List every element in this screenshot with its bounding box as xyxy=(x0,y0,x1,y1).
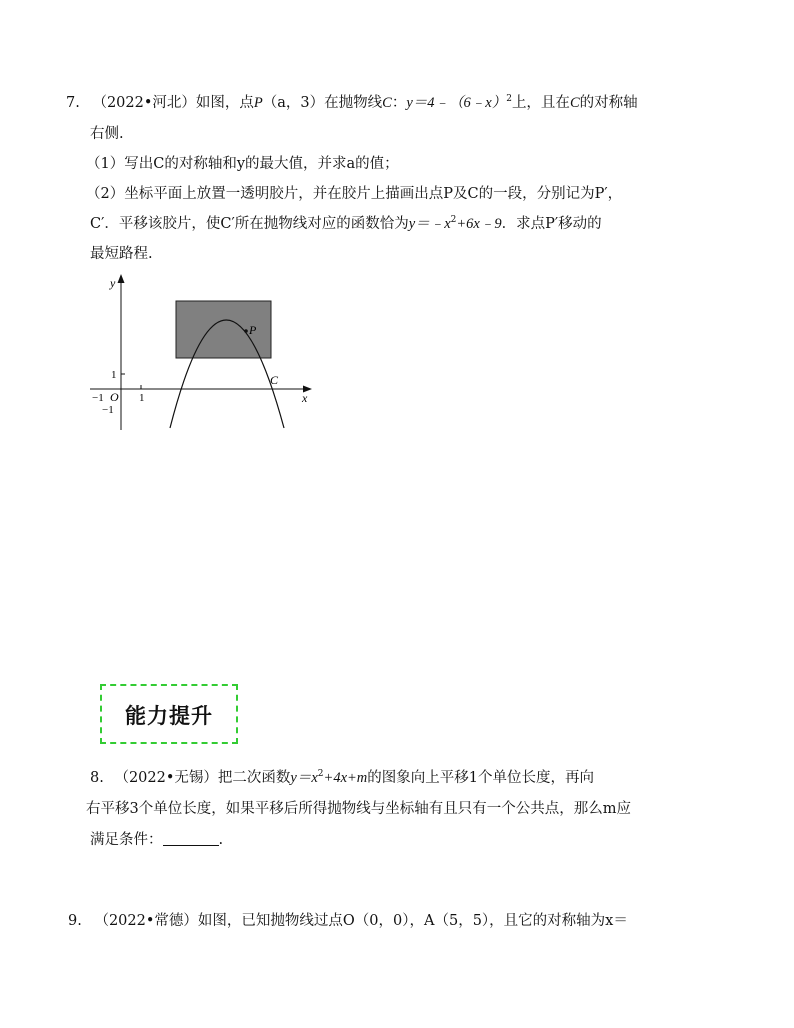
q8-answer-blank[interactable] xyxy=(163,831,219,846)
q7-curve-c-2: C xyxy=(569,95,580,111)
q7-sub2-equation-b: +6x﹣9 xyxy=(456,216,502,232)
curve-c-label: C xyxy=(270,373,279,387)
point-p-label: P xyxy=(249,323,257,337)
q7-text-d: 的对称轴 xyxy=(579,95,638,111)
q7-line2: 右侧. xyxy=(90,126,124,142)
q7-text-b: 在抛物线 xyxy=(324,95,383,111)
q9-line1 xyxy=(68,911,628,931)
origin-label: O xyxy=(110,390,119,404)
q7-subquestion-2-line3: 最短路程. xyxy=(90,246,153,262)
q8-equation-b: +4x+m xyxy=(323,770,368,786)
q7-number: 7. xyxy=(66,95,80,111)
q7-source: （2022•河北） xyxy=(92,95,196,111)
q7-text-c: 上，且在 xyxy=(511,95,570,111)
q8-line3-text: 满足条件： xyxy=(90,832,163,848)
q7-sub2-equation: y＝﹣x xyxy=(408,216,451,232)
tick-label-y-neg1: −1 xyxy=(102,404,114,416)
q7-coords: （a，3） xyxy=(262,95,325,111)
badge-title: 能力提升 xyxy=(125,704,213,728)
tick-label-x-neg1: −1 xyxy=(92,392,104,404)
q7-subquestion-2-line1: （2）坐标平面上放置一透明胶片，并在胶片上描画出点P及C的一段，分别记为P′， xyxy=(86,186,623,202)
q8-equation-exponent: 2 xyxy=(317,769,324,780)
q7-curve-c: C xyxy=(382,95,392,111)
q7-text-a: 如图，点 xyxy=(195,95,254,111)
q7-equation: y＝4﹣（6﹣x） xyxy=(406,95,507,111)
q7-line1 xyxy=(66,93,638,113)
point-p-marker xyxy=(244,329,248,333)
x-axis-label: x xyxy=(302,391,308,405)
q8-line2: 右平移3个单位长度，如果平移后所得抛物线与坐标轴有且只有一个公共点，那么m应 xyxy=(86,801,631,817)
q9-number: 9. xyxy=(68,913,82,929)
q7-subquestion-2-line2 xyxy=(90,214,602,234)
q7-equation-exponent: 2 xyxy=(506,94,512,105)
q8-number: 8. xyxy=(90,770,104,786)
q8-line1 xyxy=(90,768,594,788)
q8-text-a: 把二次函数 xyxy=(217,770,291,786)
q7-sub2-text-b: ．求点P′移动的 xyxy=(501,216,602,232)
q9-source: （2022•常德） xyxy=(94,913,198,929)
q8-line3-end: . xyxy=(218,832,224,848)
parabola-graph xyxy=(86,270,326,435)
q8-text-b: 的图象向上平移1个单位长度，再向 xyxy=(367,770,594,786)
q7-sub2-exponent: 2 xyxy=(450,215,457,226)
q9-text: 如图，已知抛物线过点O（0，0），A（5，5），且它的对称轴为x＝ xyxy=(197,913,628,929)
q8-equation: y＝x xyxy=(290,770,318,786)
q7-subquestion-1: （1）写出C的对称轴和y的最大值，并求a的值； xyxy=(86,156,399,172)
ability-section-badge xyxy=(100,684,238,744)
q7-colon: ： xyxy=(391,95,407,111)
q7-sub2-text-a: C′．平移该胶片，使C′所在抛物线对应的函数恰为 xyxy=(90,216,409,232)
q7-point-p: P xyxy=(253,95,263,111)
y-axis-arrow xyxy=(118,274,125,283)
tick-label-x-1: 1 xyxy=(139,392,145,404)
tick-label-y-1: 1 xyxy=(111,369,117,381)
q8-source: （2022•无锡） xyxy=(114,770,218,786)
q8-line3 xyxy=(90,830,223,850)
y-axis-label: y xyxy=(110,276,116,290)
